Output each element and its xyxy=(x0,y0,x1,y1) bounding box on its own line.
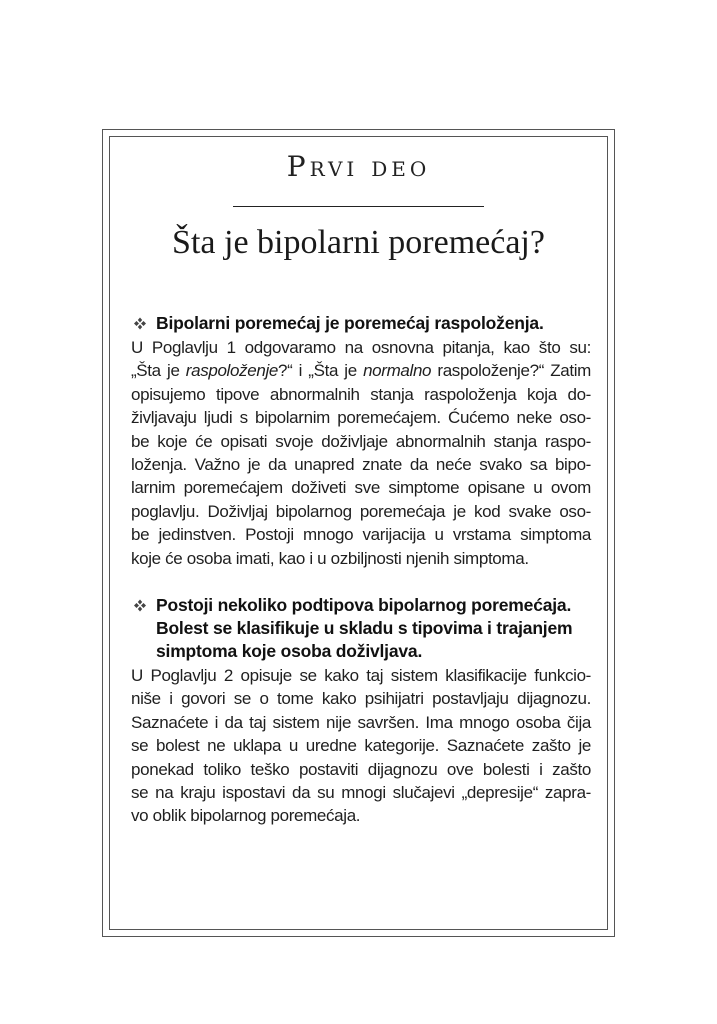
body-line xyxy=(131,359,591,382)
body-line: življavaju ljudi s bipolarnim poremećajem. Ćućemo neke oso- xyxy=(131,408,591,428)
body-line: se bolest ne uklapa u uredne kategorije. Saznaćete zašto je xyxy=(131,736,591,756)
body-line: ponekad toliko teško postaviti dijagnozu ove bolesti i zašto xyxy=(131,759,591,779)
body-line: koje će osoba imati, kao i u ozbiljnosti njenih simptoma. xyxy=(131,548,529,568)
body-line: loženja. Važno je da unapred znate da neće svako sa bipo- xyxy=(131,455,591,475)
section-heading-line: Bolest se klasifikuje u skladu s tipovima i trajanjem xyxy=(156,618,573,638)
section-heading-line: simptoma koje osoba doživljava. xyxy=(156,641,423,661)
section-heading-line: Postoji nekoliko podtipova bipolarnog poremećaja. xyxy=(156,595,572,615)
body-line: U Poglavlju 2 opisuje se kako taj sistem klasifikacije funkcio- xyxy=(131,666,591,685)
body-line: be jedinstven. Postoji mnogo varijacija u vrstama simptoma xyxy=(131,525,591,545)
body-line: Saznaćete i da taj sistem nije savršen. Ima mnogo osoba čija xyxy=(131,712,591,732)
body-line: opisujemo tipove abnormalnih stanja raspoloženja koja do- xyxy=(131,384,591,404)
body-line: se na kraju ispostavi da su mnogi slučajevi „depresije“ zapra- xyxy=(131,783,591,803)
title-divider xyxy=(233,206,484,207)
section-body xyxy=(131,664,591,828)
italic-term-mood: raspoloženje xyxy=(185,361,278,381)
italic-term-normal: normalno xyxy=(363,361,432,381)
section-body xyxy=(131,336,591,570)
body-line: U Poglavlju 1 odgovaramo na osnovna pitanja, kao što su: xyxy=(131,338,591,357)
text-run: „Šta je xyxy=(131,361,186,381)
body-line: poglavlju. Doživljaj bipolarnog poremećaja je kod svake oso- xyxy=(131,501,591,521)
body-line: larnim poremećajem doživeti sve simptome opisane u ovom xyxy=(131,478,591,498)
chapter-title: Šta je bipolarni poremećaj? xyxy=(172,224,545,261)
part-title: Prvi deo xyxy=(286,150,431,183)
body-line: be koje će opisati svoje doživljaje abnormalnih stanja raspo- xyxy=(131,431,591,451)
text-run: raspoloženje?“ Zatim xyxy=(431,361,591,381)
section-heading xyxy=(131,312,591,335)
text-run: ?“ i „Šta je xyxy=(277,361,364,381)
body-line: vo oblik bipolarnog poremećaja. xyxy=(131,806,361,826)
section-bipolar-mood-disorder xyxy=(131,312,591,570)
four-diamond-ornament-icon xyxy=(131,312,149,335)
body-line: niše i govori se o tome kako psihijatri postavljaju dijagnozu. xyxy=(131,689,591,709)
section-heading xyxy=(131,594,591,663)
section-heading-text: Bipolarni poremećaj je poremećaj raspoloženja. xyxy=(156,313,544,333)
four-diamond-ornament-icon xyxy=(131,594,149,617)
section-subtypes xyxy=(131,594,591,828)
